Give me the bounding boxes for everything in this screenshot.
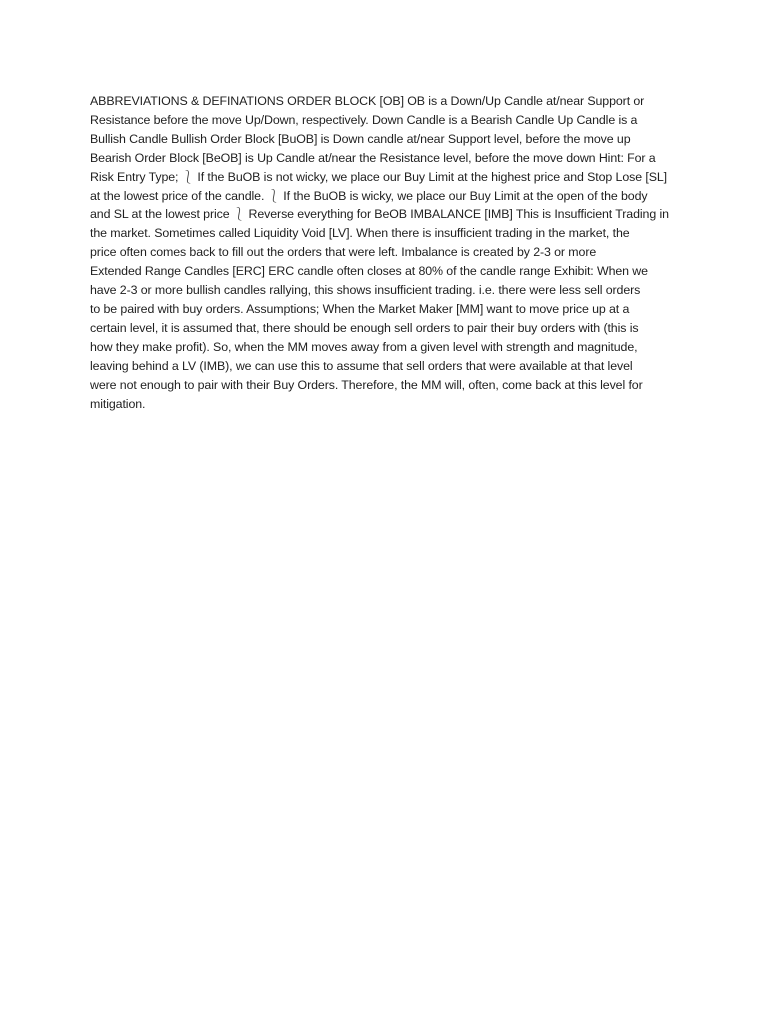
- text-line: [90, 168, 680, 187]
- text-line-content: and SL at the lowest price: [90, 207, 233, 222]
- text-line-content: Bearish Order Block [BeOB] is Up Candle at/near the Resistance level, before the move down Hint: For a: [90, 150, 656, 165]
- text-line-content: were not enough to pair with their Buy Orders. Therefore, the MM will, often, come back at this level for: [90, 377, 643, 392]
- text-line: [90, 357, 680, 376]
- text-line: [90, 130, 680, 149]
- text-line-content: If the BuOB is not wicky, we place our Buy Limit at the highest price and Stop Lose [SL]: [194, 169, 668, 184]
- text-line: [90, 338, 680, 357]
- text-line: [90, 300, 680, 319]
- text-line: [90, 205, 680, 224]
- text-line-content: price often comes back to fill out the orders that were left. Imbalance is created by 2-3 or more: [90, 245, 597, 260]
- text-line-content: at the lowest price of the candle.: [90, 188, 268, 203]
- text-line-content: If the BuOB is wicky, we place our Buy Limit at the open of the body: [279, 188, 648, 203]
- text-line-content: Resistance before the move Up/Down, respectively. Down Candle is a Bearish Candle Up Candle is a: [90, 112, 638, 127]
- text-line-content: Risk Entry Type;: [90, 169, 182, 184]
- body-paragraph: [90, 92, 680, 413]
- text-line-content: ABBREVIATIONS & DEFINATIONS ORDER BLOCK [OB] OB is a Down/Up Candle at/near Support or: [90, 94, 645, 108]
- text-line: [90, 243, 680, 262]
- bracket-glyph-icon: ⎱: [267, 187, 280, 203]
- text-line: [90, 319, 680, 338]
- text-line: [90, 224, 680, 243]
- text-line: [90, 376, 680, 395]
- bracket-glyph-icon: ⎱: [181, 168, 195, 184]
- text-line-content: how they make profit). So, when the MM moves away from a given level with strength and magnitude,: [90, 339, 638, 354]
- text-line: [90, 281, 680, 300]
- text-line-content: the market. Sometimes called Liquidity Void [LV]. When there is insufficient trading in the market, the: [90, 226, 630, 241]
- text-line-content: mitigation.: [90, 396, 146, 411]
- text-line: [90, 149, 680, 168]
- text-line: [90, 262, 680, 281]
- text-line: [90, 395, 680, 414]
- text-line-content: Reverse everything for BeOB IMBALANCE [IMB] This is Insufficient Trading in: [245, 207, 669, 222]
- text-line-content: Extended Range Candles [ERC] ERC candle often closes at 80% of the candle range Exhibit: When we: [90, 264, 648, 279]
- text-line: [90, 111, 680, 130]
- bracket-glyph-icon: ⎱: [232, 206, 246, 222]
- text-line: [90, 92, 680, 111]
- text-line-content: Bullish Candle Bullish Order Block [BuOB] is Down candle at/near Support level, before the move up: [90, 131, 631, 146]
- text-line-content: to be paired with buy orders. Assumptions; When the Market Maker [MM] want to move price up at a: [90, 301, 630, 316]
- text-line-content: certain level, it is assumed that, there should be enough sell orders to pair their buy orders with (this is: [90, 320, 639, 335]
- text-line: [90, 187, 680, 206]
- text-line-content: have 2-3 or more bullish candles rallying, this shows insufficient trading. i.e. there were less sell orders: [90, 283, 641, 298]
- text-line-content: leaving behind a LV (IMB), we can use this to assume that sell orders that were available at that level: [90, 358, 633, 373]
